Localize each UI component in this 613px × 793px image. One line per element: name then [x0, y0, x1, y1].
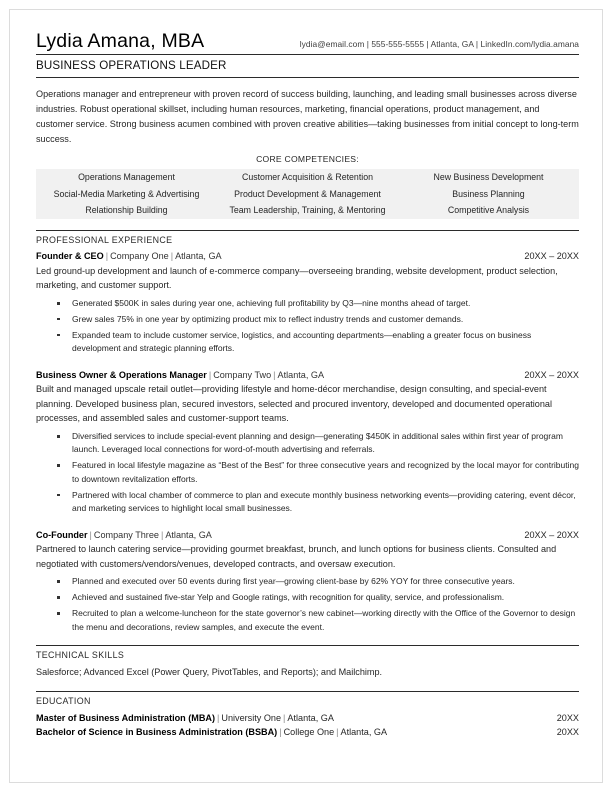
school-location: Atlanta, GA: [287, 712, 334, 723]
section-title: EDUCATION: [36, 695, 91, 706]
education-entry-heading: [36, 725, 387, 740]
field-separator: |: [217, 712, 220, 723]
job-title: Co-Founder: [36, 529, 88, 540]
school-name: University One: [221, 712, 282, 723]
field-separator: |: [170, 251, 174, 262]
experience-entry-heading: [36, 529, 212, 542]
competency-cell: Product Development & Management: [234, 188, 381, 199]
experience-entry-header: [36, 369, 579, 382]
table-row: [36, 169, 579, 186]
table-row: [36, 186, 579, 203]
job-location: Atlanta, GA: [165, 529, 212, 540]
competency-cell: Business Planning: [452, 188, 525, 199]
experience-entry: [36, 369, 579, 516]
degree-name: Bachelor of Science in Business Administration (BSBA): [36, 727, 278, 738]
job-location: Atlanta, GA: [277, 369, 325, 380]
contact-line: lydia@email.com | 555-555-5555 | Atlanta, GA | LinkedIn.com/lydia.amana: [299, 39, 579, 50]
section-title: TECHNICAL SKILLS: [36, 650, 125, 661]
job-achievements-list: [36, 430, 579, 516]
professional-tagline: BUSINESS OPERATIONS LEADER: [36, 59, 227, 73]
competency-cell: New Business Development: [433, 171, 544, 182]
education-entry: [36, 725, 579, 740]
field-separator: |: [208, 369, 212, 380]
competency-cell: Operations Management: [78, 171, 175, 182]
list-item: Expanded team to include customer service, logistics, and accounting departments—enabling a greater focus on business development and strategic planning efforts.: [36, 329, 579, 356]
competency-cell: Relationship Building: [85, 205, 168, 216]
job-dates: 20XX – 20XX: [524, 251, 579, 262]
job-title: Business Owner & Operations Manager: [36, 369, 207, 380]
experience-entry: [36, 529, 579, 635]
resume-header: [36, 31, 579, 54]
degree-name: Master of Business Administration (MBA): [36, 712, 216, 723]
job-title: Founder & CEO: [36, 251, 104, 262]
competency-cell: Competitive Analysis: [447, 205, 530, 216]
company-name: Company One: [110, 251, 169, 262]
list-item: Diversified services to include special-event planning and design—generating $450K in additional sales within first year of program launch. Leveraged local connections for word-of-mouth advertising and referrals.: [36, 430, 579, 457]
graduation-year: 20XX: [556, 712, 579, 723]
education-entry: [36, 711, 579, 726]
school-location: Atlanta, GA: [340, 727, 388, 738]
experience-entry-header: [36, 529, 579, 542]
list-item: Achieved and sustained five-star Yelp and Google ratings, with recognition for quality, service, and professionalism.: [36, 591, 579, 604]
experience-entry: [36, 250, 579, 356]
list-item: Planned and executed over 50 events during first year—growing client-base by 62% YOY for three consecutive years.: [36, 575, 579, 588]
experience-entry-heading: [36, 369, 324, 382]
professional-summary: Operations manager and entrepreneur with proven record of success building, launching, and leading small businesses across diverse industries. Robust operational skillset, including human resources, marketing, financial operations, product management, and customer service. Strong business acumen combined with proven creative abilities—taking businesses from initial concept to long-term success.: [36, 89, 579, 144]
section-title: PROFESSIONAL EXPERIENCE: [36, 235, 173, 246]
candidate-name: Lydia Amana, MBA: [36, 30, 205, 52]
job-dates: 20XX – 20XX: [524, 529, 579, 540]
core-competencies-table: [36, 169, 579, 219]
resume-page: [9, 9, 603, 783]
field-separator: |: [89, 529, 92, 540]
technical-skills-text: Salesforce; Advanced Excel (Power Query, PivotTables, and Reports); and Mailchimp.: [36, 667, 383, 678]
experience-entry-heading: [36, 250, 222, 263]
list-item: Recruited to plan a welcome-luncheon for the state governor’s new cabinet—working directly with the Office of the Governor to design the menu and decorations, review samples, and execute the event.: [36, 607, 579, 634]
list-item: Generated $500K in sales during year one, achieving full profitability by Q3—nine months ahead of target.: [36, 297, 579, 310]
job-achievements-list: [36, 575, 579, 634]
school-name: College One: [283, 727, 335, 738]
section-technical-skills: [36, 645, 579, 680]
section-professional-experience: [36, 230, 579, 634]
field-separator: |: [279, 727, 282, 738]
core-competencies-title: CORE COMPETENCIES:: [256, 154, 359, 165]
competency-cell: Social-Media Marketing & Advertising: [53, 188, 200, 199]
field-separator: |: [336, 727, 339, 738]
experience-entry-header: [36, 250, 579, 263]
field-separator: |: [283, 712, 286, 723]
company-name: Company Two: [213, 369, 272, 380]
job-description: Built and managed upscale retail outlet—providing lifestyle and home-décor merchandise, design consulting, and special-event planning. Developed business plan, secured investors, selected and procured inventory, developed and documented operational processes, and assembled sales and customer-support teams.: [36, 384, 552, 424]
field-separator: |: [160, 529, 164, 540]
job-location: Atlanta, GA: [175, 251, 222, 262]
job-dates: 20XX – 20XX: [524, 369, 579, 380]
list-item: Partnered with local chamber of commerce to plan and execute monthly business networking events—providing catering, event décor, and marketing services to highlight local small businesses.: [36, 489, 579, 516]
section-education: [36, 691, 579, 740]
job-description: Led ground-up development and launch of e-commerce company—overseeing branding, website development, product selection, marketing, and customer support.: [36, 265, 558, 291]
resume-content: [36, 31, 579, 740]
competency-cell: Team Leadership, Training, & Mentoring: [229, 205, 386, 216]
list-item: Featured in local lifestyle magazine as “Best of the Best” for three consecutive years and recognized by the local mayor for contributing to downtown revitalization efforts.: [36, 459, 579, 486]
job-achievements-list: [36, 297, 579, 356]
table-row: [36, 203, 579, 220]
company-name: Company Three: [93, 529, 159, 540]
list-item: Grew sales 75% in one year by optimizing product mix to reflect industry trends and customer demands.: [36, 313, 579, 326]
field-separator: |: [273, 369, 276, 380]
graduation-year: 20XX: [556, 727, 579, 738]
job-description: Partnered to launch catering service—providing gourmet breakfast, brunch, and lunch options for business clients. Consulted and negotiated with customers/vendors/venues, developed contracts, and oversaw execution.: [36, 544, 557, 569]
competency-cell: Customer Acquisition & Retention: [241, 171, 374, 182]
field-separator: |: [105, 251, 109, 262]
education-entry-heading: [36, 711, 334, 726]
